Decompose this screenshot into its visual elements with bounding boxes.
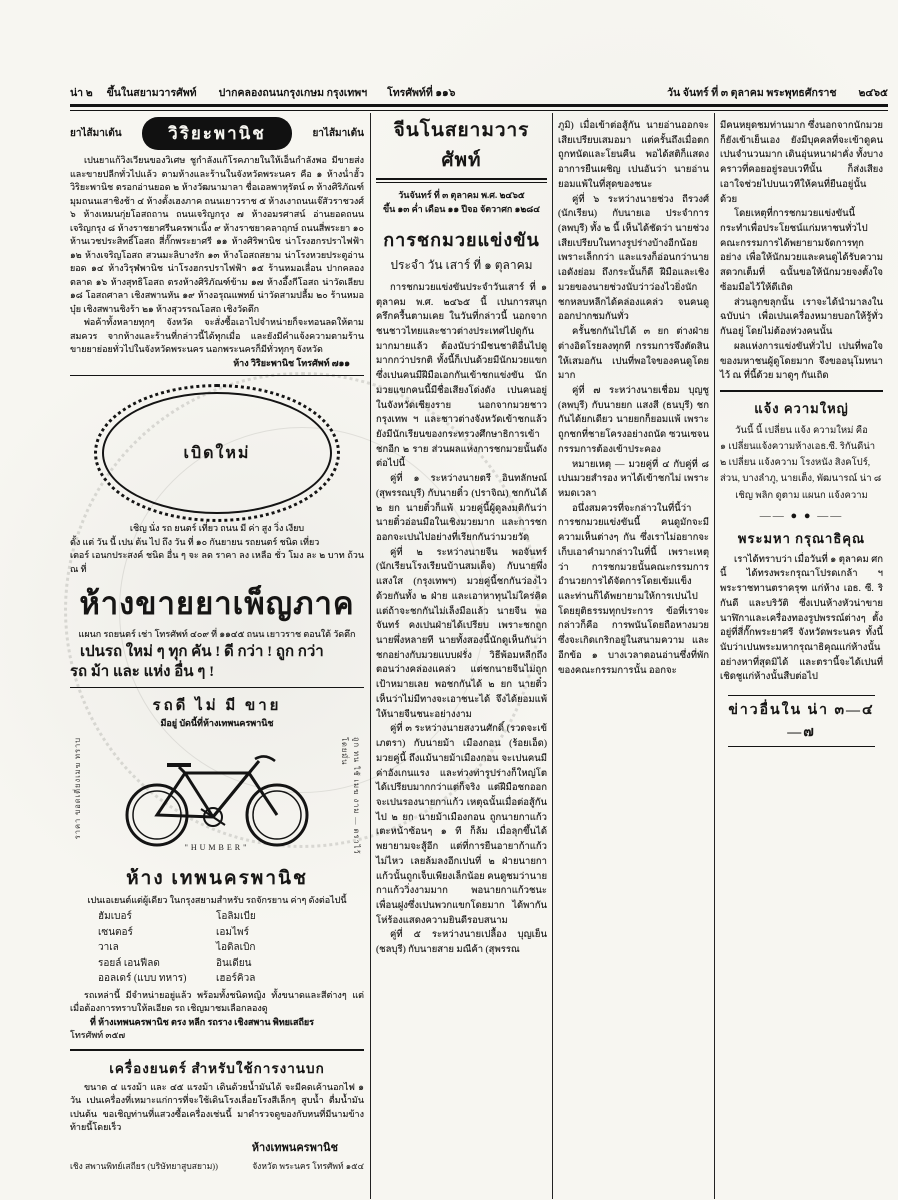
- viriya-closing: พ่อค้าทั้งหลายทุกๆ จังหวัด จะสั่งซื้อเอาไปจำหน่ายก็จะทอนลดให้ตามสมควร จากห้างและร้านที่กล่าวนี้ได้ทุกเมื่อ และยังมีคำแจ้งความตามร้านขายยาย่อยทั่วไปในจังหวัดพระนคร นอกพระนครก็มีทั่วทุกๆ จังหวัด: [70, 317, 364, 354]
- brand-left: วาเล: [98, 942, 119, 953]
- issue-dateline-2: ขึ้น ๑๓ ค่ำ เดือน ๑๑ ปีจอ จัตวาศก ๑๒๘๔: [382, 204, 541, 215]
- announcement-line: ๒ เปลี่ยน แจ้งความ โรงหนัง สิงคโปร์,: [720, 458, 871, 469]
- article-paragraph: คู่ที่ ๕ ระหว่างนายเปลื้อง บุญเย็น (ชลบุรี) กับนายสาย มณีค้า (สุพรรณ: [376, 930, 547, 956]
- bicycle-store-title: ห้าง เทพนครพานิช: [126, 867, 308, 889]
- columns: [70, 113, 888, 1199]
- royal-body: เราได้ทราบว่า เมื่อวันที่ ๑ ตุลาคม ศกนี้ ได้ทรงพระกรุณาโปรดเกล้า ฯ พระราชทานตราครุฑ แก่ห้าง เอธ. ซี. ริกันดี และบริวัติ ซึ่งเปนห้างหัวน่าขายนาฬิกาและเครื่องทองรูปพรรณ์ต่างๆ ตั้งอยู่ที่สี่กั๊กพระยาศรี จังหวัดพระนคร ทั้งนี้นับว่าเปนพระมหากรุณาธิคุณแก่ห้างนั้นอย่างหาที่สุดมิได้ และตรานี้จะได้เปนที่เชิดชูแก่ห้างนั้นสืบต่อไป: [720, 554, 883, 683]
- penpak-line2: รถ ม้า และ แห่ง อื่น ๆ !: [70, 663, 215, 680]
- oval-line1: เชิญ นั่ง รถ ยนตร์ เที่ยว ถนน มี ค่า สูง วิ่ง เงียบ: [129, 523, 305, 533]
- viriya-badge: วิริยะพานิช: [142, 117, 292, 150]
- newspaper-masthead: จีนโนสยามวารศัพท์: [393, 120, 530, 171]
- penpak-line1: เปนรถ ใหม่ ๆ ทุก คัน ! ดี กว่า ! ถูก กว่า: [80, 643, 324, 660]
- oval-line3: เตอร์ เอนกประสงค์ ชนิด อื่น ๆ จะ ลด ราคา ลง เหลือ ชั่ว โมง ละ ๒ บาท ถ้วน ณ ที่: [70, 550, 364, 574]
- bicycle-where: ที่ ห้างเทพนครพานิช ตรง หลีก รถราง เชิงสพาน พิทยเสถียร: [90, 1016, 315, 1027]
- oval-title: เบิดใหม่: [183, 444, 251, 462]
- brand-row: [98, 925, 364, 941]
- engine-footer-right: จังหวัด พระนคร โทรศัพท์ ๑๕๔: [252, 1160, 364, 1171]
- ad-oval-new-opening: [70, 392, 364, 576]
- bicycle-brand-mark: "HUMBER": [184, 842, 250, 852]
- brand-left: ฮัมเบอร์: [98, 911, 132, 922]
- bicycle-phone: โทรศัพท์ ๓๕๗: [70, 1030, 126, 1040]
- engine-footer: [70, 1159, 364, 1173]
- article-paragraph: โดยเหตุที่การชกมวยแข่งขันนี้ กระทำเพื่อประโยชน์แก่มหาชนทั่วไป คณะกรรมการได้พยายามจัดการทุกอย่าง เพื่อให้นักมวยและคนดูได้รับความสดวกเต็มที่ ฉนั้นขอให้นักมวยจงตั้งใจซ้อมมือไว้ให้ดีเถิด: [720, 209, 883, 293]
- ad-bicycle-humber: [70, 733, 364, 1043]
- brand-right: เอมไพร์: [216, 926, 250, 938]
- article-paragraph: ผลแห่งการแข่งขันทั่วไป เปนที่พอใจของมหาชนผู้ดูโดยมาก จึงขออนุโมทนาไว้ ณ ที่นี้ด้วย มาดูๆ กันเถิด: [720, 341, 883, 382]
- article-note: หมายเหตุ — มวยคู่ที่ ๔ กับคู่ที่ ๘ เปนมวยสำรอง หาได้เข้าชกไม่ เพราะหมดเวลา: [558, 459, 709, 499]
- announcement-line: เชิญ พลิก ดูตาม แผนก แจ้งความ: [735, 490, 868, 501]
- bicycle-agent-line: เปนเอเยนต์แต่ผู้เดียว ในกรุงสยามสำหรับ รถจักรยาน ค่าๆ ดังต่อไปนี้: [87, 894, 347, 905]
- brand-left: รอยล์ เอนฟีลด: [98, 957, 160, 969]
- column-advertisements: [70, 113, 370, 1199]
- header-date: วัน จันทร์ ที่ ๓ ตุลาคม พระพุทธศักราช: [667, 88, 837, 99]
- section-divider-ornament: —— ● ● ——: [759, 509, 844, 522]
- brand-row: [98, 956, 364, 972]
- engine-signature: ห้างเทพนครพานิช: [251, 1141, 338, 1154]
- page-number: น่า ๒: [70, 88, 93, 99]
- announcement-title: แจ้ง ความใหญ่: [754, 400, 849, 416]
- brand-row: [98, 971, 364, 987]
- header-rule: [70, 104, 888, 111]
- page-header: [70, 84, 888, 101]
- other-news-pointer: ข่าวอื่นใน น่า ๓—๔—๗: [728, 695, 875, 747]
- penpak-subline: แผนก รถยนตร์ เช่า โทรศัพท์ ๔๐๙ ที่ ๑๑๔๕ ถนน เยาวราช ตอนใต้ วัดตึก: [78, 629, 356, 639]
- ad-viriya-panich: [70, 117, 364, 370]
- oval-line2: ตั้ง แต่ วัน นี้ เปน ต้น ไป ถึง วัน ที่ ๑๐ กันยายน รถยนตร์ ชนิด เที่ยว: [70, 536, 320, 547]
- penpak-slogan: รถดี ไม่ มี ขาย: [152, 698, 282, 714]
- brand-left: ออลเดร์ (แบบ ทหาร): [98, 973, 187, 984]
- column-3: [552, 113, 714, 1199]
- oval-frame: [102, 392, 332, 514]
- article-paragraph: คู่ที่ ๓ ระหว่างนายสงวนศักดิ์ (รวดจะเข้เภตรา) กับนายม้า เมืองกอน (ร้อยเอ็ด) มวยคู่นี้ ถึงแม้นายม้าเมืองกอน จะเปนคนมีค่าอังเกนแรง และท่วงท่ารูปร่างก็ใหญ่โต ได้เปรียบมากกว่าแต่ก็จริง แต่ฝีมือชกออกจะเปนรองนายกาแก้ว เหตุฉนั้นเมื่อต่อสู้กันไป ๒ ยก นายม้าเมืองกอน ถูกนายกาแก้วเตะหน้าซ้อนๆ ๑ ที ก็ล้ม เมื่อลุกขึ้นได้พยายามจะสู้อีก แต่ที่การยืนอายาก้าแก้วไม่ไหว เลยล้มลงอีกเปนที่ ๒ ฝ่ายนายกาแก้วนั้นถูกเจ็บเพียงเล็กน้อย คนดูชมว่านายกาแก้ววิ่งงามมาก พอนายกาแก้วชนะ เพื่อนฝูงซึ่งเปนพวกแขกโดยมาก ได้พากันโห่ร้องแสดงความยินดีรอบสนาม: [376, 724, 548, 926]
- penpak-rule: [70, 687, 364, 688]
- masthead-rule: [376, 178, 547, 183]
- brand-right: ไอดิลเบิก: [216, 942, 256, 953]
- viriya-signature: ห้าง วิริยะพานิช โทรศัพท์ ๗๑๑: [233, 357, 350, 368]
- ad-engines: [70, 1057, 364, 1173]
- penpak-slogan2: มีอยู่ บัดนี้ที่ห้างเทพนครพานิช: [160, 718, 274, 728]
- announcement-line: ๑ เปลี่ยนแจ้งความห้างเอธ.ซี. ริกันดีน่า: [720, 442, 876, 453]
- article-headline: การชกมวยแข่งขัน: [383, 229, 540, 250]
- article-paragraph: คู่ที่ ๒ ระหว่างนายจีน พอจันทร์ (นักเรียนโรงเรียนบ้านสมเด็จ) กับนายพึ่ง แสงใส (กรุงเทพฯ) มวยคู่นี้ชกกันว่องไวด้วยกันทั้ง ๒ ฝ่าย และเอาหาทุนไม่ใคร่คิด แต่ถ้าจะชกกันไม่เล็งมือแล้ว นายจีน พอจันทร์ คงเปนฝ่ายได้เปรียบ เพราะชกถูกนายพึ่งหลายที นายทั้งสองนี้นักดูเห็นกันว่า ชกอย่างกับมวยแบบฝรั่ง วิธีพ้อมหลีกถึงตอนว่างคล่องแคล่ว แต่ชกนายจีนไม่ถูกเป้าหมายเลย พอชกกันได้ ๒ ยก นายติ๋วเห็นว่าไม่มีทางจะเอาชนะได้ จึงได้ยอมแพ้ให้นายจีนชนะอย่างงาม: [376, 547, 547, 720]
- article-paragraph: คู่ที่ ๑ ระหว่างนายตรี อินทลักษณ์ (สุพรรณบุรี) กับนายติ๋ว (ปราจิณ) ชกกันได้ ๒ ยก นายติ๋วก็แพ้ มวยคู่นี้ผู้ดูลงมติกันว่า นายติ๋วอ่อนมือในเชิงมวยมาก และการชกออกจะเปนไปอย่างที่เรียกกันว่ามวยวัด: [376, 474, 547, 543]
- viriya-side-label-left: ยาไส้มาเต้น: [70, 128, 122, 139]
- article-paragraph: คู่ที่ ๖ ระหว่างนายช่วง ถีรวงศ์ (นักเรียน) กับนายเอ ประจำการ (ลพบุรี) ทั้ง ๒ นี้ เห็นได้ชัดว่า นายช่วงเสียเปรียบในทางรูปร่างบ้างอีกน้อย เพราะเล็กกว่า และแรงก็อ่อนกว่านายเอดังย่อม ถึงกระนั้นก็ดี ฝีมือและเชิงมวยของนายช่วงนับว่าว่องไวยิ่งนัก ชกหลบหลีกได้คล่องแคล่ว จนคนดูออกปากชมกันทั่ว: [558, 194, 709, 323]
- viriya-body: เปนยาแก้วิงเวียนของวิเศษ ชูกำลังแก้โรคภายในให้เอ็นกำลังพอ มีขายส่งและขายปลีกทั่วไปแล้ว ตามห้างและร้านในจังหวัดพระนคร คือ ๑ ห้างน่ำฮั้ววิริยะพานิช ตรอกอ่านยอด ๒ ห้างวัฒนามาลา ชื่อเอลพาหุรัตน์ ๓ ห้างศิริภัณฑ์ มุมถนนเสาชิงช้า ๔ ห้างตั้งเฮงภาค ถนนเยาวราช ๕ ห้างเงาถนนเจ๊สัวราชวงศ์ ๖ ห้างเหมนกุ่ยโอสถถาน ถนนเจริญกรุง ๗ ห้างอมรศาสน์ อ่านยอดถนนเจริญกรุง ๘ ห้างราชยาศรีนครพาเนิ้ง ๙ ห้างราชยาคลาฤกษ์ ถนนสี่พระยา ๑๐ ห้านเวชประสิทธิ์โอสถ สี่กั๊กพระยาศรี ๑๑ ห้างศิริพานิช น่าโรงฮกรปราไฟฟ้า ๑๒ ห้างเจริญโอสถ สวนมะลิบางรัก ๑๓ ห้างโอสถสยาม น่าโรงหวยประตูอ่านยอด ๑๔ ห้างวิรุฬพานิช น่าโรงฮกรปราไฟฟ้า ๑๕ ร้านหมอเลื่อน ปากคลองตลาด ๑๖ ห้างสุทธิโอสถ ตรงห้างศิริภัณฑ์ข้าม ๑๗ ห้างอึ้งกีโอสถ น่าวัดเลียบ ๑๘ โอสถศาลา เชิงสพานหัน ๑๙ ห้างอรุณแพทย์ น่าวัดสามปลื้ม ๒๐ ร้านหมอบุ๋ย เชิงสพานชิงร้า ๒๑ ห้างสุวรรณโอสถ เชิงวัดตึก: [70, 155, 364, 314]
- article-paragraph: อนึ่งสมควรที่จะกล่าวในที่นี้ว่า การชกมวยแข่งขันนี้ คนดูมักจะมีความเห็นต่างๆ กัน ซึ่งเราไม่อยากจะเก็บเอาคำมากล่าวในที่นี้ เพราะเหตุว่า การชกมวยนั้นคณะกรรมการอำนวยการได้จัดการโดยเข้มแข็ง และท่านก็ได้พยายามให้การเปนไปโดยยุติธรรมทุกประการ ข้อที่เราจะกล่าวก็คือ การพนันโดยถือหางมวย ซึ่งจะเกิดเกริกอยู่ในสนามความ และอีกข้อ ๑ บางเวลาตอนอ่านซึ่งที่พักของคณะกรรมการนั้น ออกจะ: [558, 503, 709, 676]
- issue-dateline-1: วันจันทร์ ที่ ๓ ตุลาคม พ.ศ. ๒๔๖๕: [398, 190, 525, 200]
- article-paragraph: การชกมวยแข่งขันประจำวันเสาร์ ที่ ๑ ตุลาคม พ.ศ. ๒๔๖๕ นี้ เปนการสนุกครึกครื้นตามเคย ในวันที่กล่าวนี้ นอกจากชนชาวไทยและชาวต่างประเทศไปดูกันมากมายแล้ว ต้องนับว่ามีชนชาติอื่นไปดูมากกว่าปรกติ ทั้งนี้ก็เปนด้วยมีนักมวยแขกซึ่งเปนคนมีฝีมือเอกกันเข้าชกแข่งขัน นักมวยแขกคนนี้มีชื่อเสียงโด่งดัง เปนคนอยู่ในจังหวัดเชียงราย นอกจากมวยชาวกรุงเทพ ฯ และชาวต่างจังหวัดเข้าชกแล้ว ยังมีนักเรียนของกระทรวงศึกษาธิการเข้าชกอีก ๒ ราย ส่วนผลแห่งการชกมวยนั้นดังต่อไปนี้: [376, 282, 547, 470]
- engine-top-rule: [70, 1049, 364, 1051]
- brand-right: เฮอร์คิวล: [216, 973, 256, 984]
- brand-left: เซนตอร์: [98, 926, 133, 938]
- viriya-side-label-right: ยาไส้มาเต้น: [312, 128, 364, 139]
- bicycle-caption-right: ถูก ทน ใช้ เมฆ งาม — ตราไว้ โดยมั่น: [340, 736, 361, 855]
- column-2: [370, 113, 552, 1199]
- column-4: [714, 113, 888, 1199]
- ad-penpak-car-hire: [70, 578, 364, 731]
- bicycle-illustration: [109, 733, 325, 851]
- brand-right: โอลิมเบีย: [216, 911, 256, 922]
- penpak-title: ห้างขายยาเพ็ญภาค: [79, 586, 355, 621]
- header-year: ๒๔๖๕: [858, 88, 888, 99]
- article-subhead: ประจำ วัน เสาร์ ที่ ๑ ตุลาคม: [390, 257, 533, 272]
- announcement-line: วันนี้ นี้ เปลี่ยน แจ้ง ความใหม่ คือ: [735, 425, 868, 436]
- royal-title: พระมหา กรุณาธิคุณ: [737, 530, 866, 546]
- bicycle-availability: รถเหล่านี้ มีจำหน่ายอยู่แล้ว พร้อมทั้งชนิดหญิง ทั้งขนาดและสีต่างๆ แต่เมื่อต้องการทราบให้ลเอียด รถ เชิญมาชมเลือกลองดู: [70, 989, 364, 1013]
- engine-body: ขนาด ๔ แรงม้า และ ๔๕ แรงม้า เดินด้วยน้ำมันได้ จะมีคดเค้านอกไฟ ๑ วัน เปนเครื่องที่เหมาะแก่การที่จะใช้เดินโรงเลื่อยโรงสีเล็กๆ สูบน้ำ ตื่มน้ำมันเปนต้น ขอเชิญท่านที่แสวงซื้อเครื่องเช่นนี้ มาดำรวจดูของกับหนที่มีนามข้างท้ายนี้โดยเร็ว: [70, 1081, 364, 1132]
- header-appears-in: ขึ้นในสยามวารศัพท์: [106, 88, 197, 99]
- section-announcement: [720, 398, 883, 522]
- brand-row: [98, 940, 364, 956]
- article-paragraph: คู่ที่ ๗ ระหว่างนายเชื่อม บุญชู (ลพบุรี) กับนายยก แสงสี (ธนบุรี) ชกกันได้ยกเดียว นายยกก็ยอมแพ้ เพราะถูกชกที่ชายโครงอย่างถนัด ซวนเซจนกรรมการต้องเข้าประคอง: [558, 385, 709, 455]
- engine-title: เครื่องยนตร์ สำหรับใช้การงานบก: [109, 1060, 325, 1076]
- bicycle-brand-list: [98, 909, 364, 987]
- article-paragraph: มีคนหยุดชมท่านมาก ซึ่งนอกจากนักมวยก็ยังเข้าเย็นเอง ยังมีบุคคลที่จะเข้าดูคนเปนจำนวนมาก เดินอุ่นหนาฝาคั่ง ทั้งบางคราวที่คอยอยู่รอบเวทีนั้น ก็ส่งเสียงเอาใจช่วยไปบนเวทีให้คนที่ยืนอยู่นั้นด้วย: [720, 121, 883, 205]
- brand-right: อินเดียน: [216, 957, 252, 969]
- bicycle-caption-left: ราคา ขอดเตี่ยงเมฆ ทราบ: [73, 736, 82, 839]
- section-royal-grace: [720, 528, 883, 685]
- brand-row: [98, 909, 364, 925]
- engine-footer-left: เชิง สพานพิทย์เสถียร (บริษัทยาสูบสยาม)): [70, 1160, 218, 1171]
- header-phone: โทรศัพท์ที่ ๑๑๖: [387, 88, 456, 99]
- announcement-top-rule: [720, 390, 883, 392]
- ad-divider-rule: [70, 375, 364, 376]
- article-paragraph: ภูมิ) เมื่อเข้าต่อสู้กัน นายอ่านออกจะเสียเปรียบเสมอมา แต่ครั้นถึงเมื่อตกถูกทนัดและโยนคืน พอได้สติก็แสดงอาการยืนเผชิญ เปนอันว่า นายอ่านยอมแพ้ในที่สุดของชนะ: [558, 121, 709, 190]
- header-address: ปากคลองถนนกรุงเกษม กรุงเทพฯ: [218, 88, 368, 99]
- announcement-line: ส่วน, บางลำภู, นายเต็ง, พัฒนารณ์ น่า ๘: [720, 474, 882, 485]
- article-paragraph: ส่วนลูกขลุกนั้น เราจะได้นำมาลงในฉบับน่า เพื่อเปนเครื่องหมายบอกให้รู้ทั่วกันอยู่ โดยไม่ต้องห่วงคนนั้น: [720, 297, 883, 338]
- page-content: [70, 84, 888, 1194]
- article-paragraph: ครั้นชกกันไปได้ ๓ ยก ต่างฝ่ายต่างอิดโรยลงทุกที กรรมการจึงตัดสินให้เสมอกัน เปนที่พอใจของคนดูโดยมาก: [558, 327, 709, 382]
